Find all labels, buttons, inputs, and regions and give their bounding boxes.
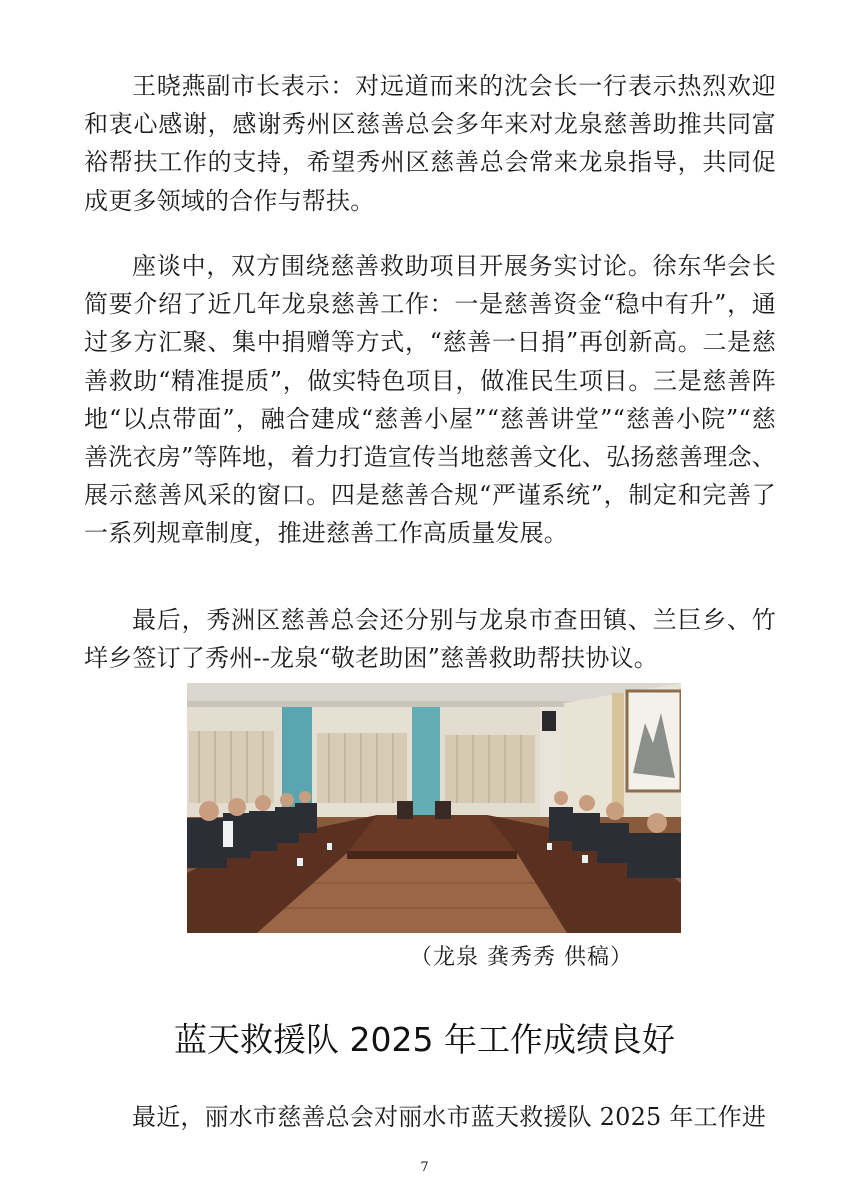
section-headline: 蓝天救援队 2025 年工作成绩良好 [174, 1020, 675, 1059]
page-number: 7 [420, 1160, 429, 1175]
meeting-photo [187, 683, 681, 933]
article-paragraph: 最后，秀洲区慈善总会还分别与龙泉市查田镇、兰巨乡、竹垟乡签订了秀州--龙泉“敬老助困”慈善救助帮扶协议。 [84, 606, 776, 673]
article-paragraph: 最近，丽水市慈善总会对丽水市蓝天救援队 2025 年工作进 [132, 1103, 767, 1131]
photo-caption: （龙泉 龚秀秀 供稿） [410, 945, 633, 970]
article-paragraph: 座谈中，双方围绕慈善救助项目开展务实讨论。徐东华会长简要介绍了近几年龙泉慈善工作：一是慈善资金“稳中有升”，通过多方汇聚、集中捐赠等方式，“慈善一日捐”再创新高。二是慈善救助“精准提质”，做实特色项目，做准民生项目。三是慈善阵地“以点带面”，融合建成“慈善小屋”“慈善讲堂”“慈善小院”“慈善洗衣房”等阵地，着力打造宣传当地慈善文化、弘扬慈善理念、展示慈善风采的窗口。四是慈善合规“严谨系统”，制定和完善了一系列规章制度，推进慈善工作高质量发展。 [84, 252, 776, 548]
article-paragraph: 王晓燕副市长表示：对远道而来的沈会长一行表示热烈欢迎和衷心感谢，感谢秀州区慈善总会多年来对龙泉慈善助推共同富裕帮扶工作的支持，希望秀州区慈善总会常来龙泉指导，共同促成更多领域的合作与帮扶。 [84, 72, 776, 215]
